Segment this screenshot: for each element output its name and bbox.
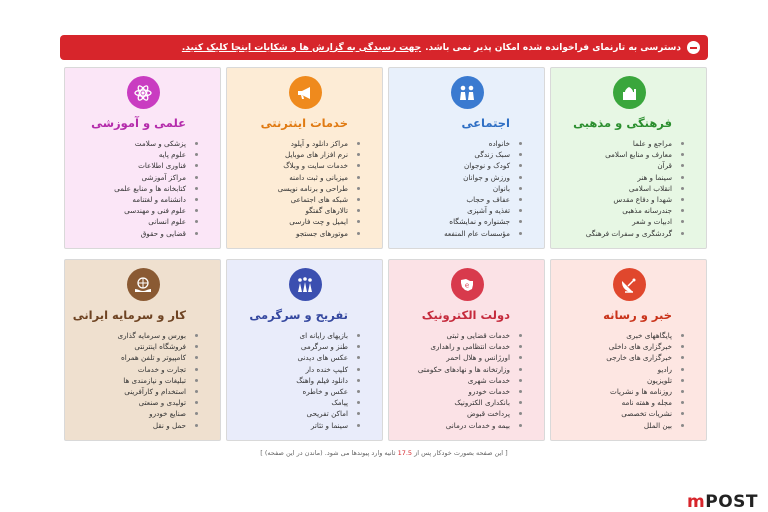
category-link[interactable]: علوم انسانی bbox=[75, 216, 186, 227]
category-link[interactable]: تالارهای گفتگو bbox=[237, 205, 348, 216]
category-link[interactable]: ادبیات و شعر bbox=[561, 216, 672, 227]
category-link[interactable]: قضایی و حقوق bbox=[75, 228, 186, 239]
category-link[interactable]: عکس های دیدنی bbox=[237, 352, 348, 363]
card-header bbox=[65, 68, 220, 138]
card-title[interactable]: خدمات اینترنتی bbox=[260, 116, 348, 130]
category-link[interactable]: پرداخت قبوض bbox=[399, 408, 510, 419]
category-card bbox=[550, 67, 707, 249]
iran-map-icon bbox=[451, 268, 484, 301]
card-header bbox=[227, 260, 382, 330]
card-link-list bbox=[65, 138, 220, 239]
category-link[interactable]: کلیپ خنده دار bbox=[237, 364, 348, 375]
category-link[interactable]: فروشگاه اینترنتی bbox=[75, 341, 186, 352]
category-link[interactable]: پایگاههای خبری bbox=[561, 330, 672, 341]
category-link[interactable]: شبکه های اجتماعی bbox=[237, 194, 348, 205]
card-link-list bbox=[551, 138, 706, 239]
category-card bbox=[388, 67, 545, 249]
category-link[interactable]: خدمات سایت و وبلاگ bbox=[237, 160, 348, 171]
card-header bbox=[551, 260, 706, 330]
satellite-dish-icon bbox=[613, 268, 646, 301]
category-link[interactable]: خبرگزاری های خارجی bbox=[561, 352, 672, 363]
people-icon bbox=[451, 76, 484, 109]
card-title[interactable]: علمی و آموزشی bbox=[91, 116, 186, 130]
category-link[interactable]: خدمات خودرو bbox=[399, 386, 510, 397]
category-link[interactable]: تبلیغات و نیازمندی ها bbox=[75, 375, 186, 386]
category-link[interactable]: بورس و سرمایه گذاری bbox=[75, 330, 186, 341]
category-link[interactable]: خبرگزاری های داخلی bbox=[561, 341, 672, 352]
redirect-note-prefix: [ این صفحه بصورت خودکار پس از bbox=[414, 449, 508, 457]
category-link[interactable]: مراکز آموزشی bbox=[75, 172, 186, 183]
card-header bbox=[389, 68, 544, 138]
card-title[interactable]: دولت الکترونیک bbox=[421, 308, 510, 322]
category-link[interactable]: فناوری اطلاعات bbox=[75, 160, 186, 171]
category-link[interactable]: سینما و تئاتر bbox=[237, 420, 348, 431]
category-link[interactable]: استخدام و کارآفرینی bbox=[75, 386, 186, 397]
category-link[interactable]: مراجع و علما bbox=[561, 138, 672, 149]
category-card bbox=[64, 259, 221, 441]
card-link-list bbox=[389, 330, 544, 431]
category-card bbox=[550, 259, 707, 441]
stop-icon bbox=[687, 41, 700, 54]
category-link[interactable]: صنایع خودرو bbox=[75, 408, 186, 419]
card-title[interactable]: اجتماعی bbox=[461, 116, 510, 130]
category-link[interactable]: مراکز دانلود و آپلود bbox=[237, 138, 348, 149]
category-link[interactable]: ورزش و جوانان bbox=[399, 172, 510, 183]
category-card bbox=[226, 67, 383, 249]
card-header bbox=[227, 68, 382, 138]
mpost-logo-text: POST bbox=[705, 492, 758, 512]
card-link-list bbox=[227, 330, 382, 431]
category-link[interactable]: روزنامه ها و نشریات bbox=[561, 386, 672, 397]
category-link[interactable]: عکس و خاطره bbox=[237, 386, 348, 397]
category-link[interactable]: مؤسسات عام المنفعه bbox=[399, 228, 510, 239]
category-link[interactable]: علوم فنی و مهندسی bbox=[75, 205, 186, 216]
category-link[interactable]: خدمات انتظامی و راهداری bbox=[399, 341, 510, 352]
category-link[interactable]: عفاف و حجاب bbox=[399, 194, 510, 205]
category-link[interactable]: حمل و نقل bbox=[75, 420, 186, 431]
card-title[interactable]: کار و سرمایه ایرانی bbox=[72, 308, 186, 322]
card-title[interactable]: تفریح و سرگرمی bbox=[249, 308, 348, 322]
category-card bbox=[64, 67, 221, 249]
mpost-logo bbox=[687, 492, 758, 512]
category-link[interactable]: اماکن تفریحی bbox=[237, 408, 348, 419]
redirect-note-suffix[interactable]: ثانیه وارد پیوندها می شود. (ماندن در این صفحه) ] bbox=[260, 449, 396, 457]
card-header bbox=[65, 260, 220, 330]
category-link[interactable]: وزارتخانه ها و نهادهای حکومتی bbox=[399, 364, 510, 375]
access-denied-alert bbox=[60, 35, 708, 60]
category-link[interactable]: معارف و منابع اسلامی bbox=[561, 149, 672, 160]
category-link[interactable]: دانشنامه و لغتنامه bbox=[75, 194, 186, 205]
category-link[interactable]: اورژانس و هلال احمر bbox=[399, 352, 510, 363]
category-link[interactable]: کتابخانه ها و منابع علمی bbox=[75, 183, 186, 194]
category-link[interactable]: سبک زندگی bbox=[399, 149, 510, 160]
category-link[interactable]: پزشکی و سلامت bbox=[75, 138, 186, 149]
card-link-list bbox=[551, 330, 706, 431]
report-complaint-link[interactable]: جهت رسیدگی به گزارش ها و شکایات اینجا کلیک کنید. bbox=[181, 42, 422, 53]
category-link[interactable]: انقلاب اسلامی bbox=[561, 183, 672, 194]
category-link[interactable]: بین الملل bbox=[561, 420, 672, 431]
category-link[interactable]: رادیو bbox=[561, 364, 672, 375]
card-link-list bbox=[227, 138, 382, 239]
category-link[interactable]: دانلود فیلم واهنگ bbox=[237, 375, 348, 386]
svg-text:e: e bbox=[464, 281, 470, 289]
category-card bbox=[388, 259, 545, 441]
category-link[interactable]: پیامک bbox=[237, 397, 348, 408]
category-link[interactable]: مجله و هفته نامه bbox=[561, 397, 672, 408]
celebration-icon bbox=[289, 268, 322, 301]
card-link-list bbox=[389, 138, 544, 239]
category-link[interactable]: نرم افزار های موبایل bbox=[237, 149, 348, 160]
category-link[interactable]: خدمات شهری bbox=[399, 375, 510, 386]
category-link[interactable]: خانواده bbox=[399, 138, 510, 149]
card-link-list bbox=[65, 330, 220, 431]
redirect-note bbox=[0, 449, 768, 457]
category-link[interactable]: تلویزیون bbox=[561, 375, 672, 386]
category-link[interactable]: تجارت و خدمات bbox=[75, 364, 186, 375]
category-link[interactable]: نشریات تخصصی bbox=[561, 408, 672, 419]
category-link[interactable]: شهدا و دفاع مقدس bbox=[561, 194, 672, 205]
category-link[interactable]: موتورهای جستجو bbox=[237, 228, 348, 239]
category-link[interactable]: گردشگری و سفرات فرهنگی bbox=[561, 228, 672, 239]
category-link[interactable]: قرآن bbox=[561, 160, 672, 171]
category-link[interactable]: جشنواره و نمایشگاه bbox=[399, 216, 510, 227]
category-link[interactable]: طنز و سرگرمی bbox=[237, 341, 348, 352]
mpost-logo-mark: m bbox=[687, 492, 706, 512]
alert-message: دسترسی به تارنمای فراخوانده شده امکان پذیر نمی باشد. bbox=[425, 42, 681, 53]
category-link[interactable]: بازیهای رایانه ای bbox=[237, 330, 348, 341]
category-link[interactable]: علوم پایه bbox=[75, 149, 186, 160]
card-title[interactable]: فرهنگی و مذهبی bbox=[573, 116, 672, 130]
category-link[interactable]: کامپیوتر و تلفن همراه bbox=[75, 352, 186, 363]
category-link[interactable]: میزبانی و ثبت دامنه bbox=[237, 172, 348, 183]
category-link[interactable]: طراحی و برنامه نویسی bbox=[237, 183, 348, 194]
category-link[interactable]: جندرسانه مذهبی bbox=[561, 205, 672, 216]
category-card bbox=[226, 259, 383, 441]
category-link[interactable]: کودک و نوجوان bbox=[399, 160, 510, 171]
globe-hands-icon bbox=[127, 268, 160, 301]
megaphone-icon bbox=[289, 76, 322, 109]
category-link[interactable]: بانوان bbox=[399, 183, 510, 194]
redirect-countdown: 17.5 bbox=[397, 449, 413, 457]
card-title[interactable]: خبر و رسانه bbox=[603, 308, 672, 322]
category-link[interactable]: تغذیه و آشپزی bbox=[399, 205, 510, 216]
category-link[interactable]: بیمه و خدمات درمانی bbox=[399, 420, 510, 431]
atom-icon bbox=[127, 76, 160, 109]
category-link[interactable]: بانکداری الکترونیک bbox=[399, 397, 510, 408]
category-link[interactable]: سینما و هنر bbox=[561, 172, 672, 183]
category-link[interactable]: ایمیل و چت فارسی bbox=[237, 216, 348, 227]
mosque-icon bbox=[613, 76, 646, 109]
category-link[interactable]: تولیدی و صنعتی bbox=[75, 397, 186, 408]
category-link[interactable]: خدمات قضایی و ثبتی bbox=[399, 330, 510, 341]
card-header bbox=[551, 68, 706, 138]
card-header bbox=[389, 260, 544, 330]
